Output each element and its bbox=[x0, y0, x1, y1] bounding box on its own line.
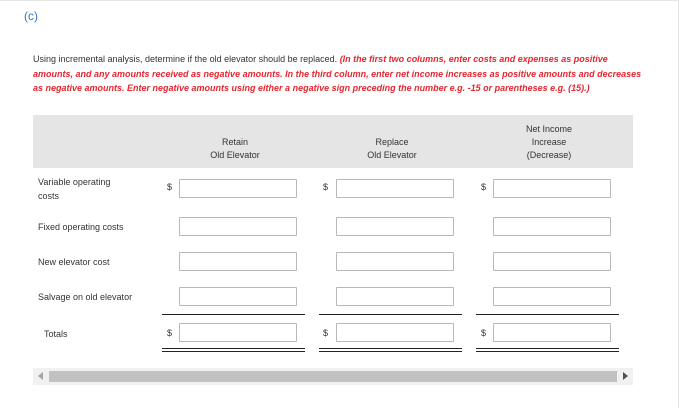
salvage-net-income-input[interactable] bbox=[493, 287, 611, 306]
fixed-costs-replace-input[interactable] bbox=[336, 217, 454, 236]
scroll-left-arrow-icon[interactable] bbox=[38, 372, 43, 380]
instructions bbox=[33, 52, 645, 96]
dollar-sign: $ bbox=[481, 328, 487, 338]
row-label-line1: Variable operating bbox=[38, 177, 111, 187]
total-rule bbox=[319, 314, 462, 315]
column-header-line2: Replace bbox=[375, 137, 409, 147]
dollar-sign: $ bbox=[481, 182, 487, 192]
dollar-sign: $ bbox=[323, 182, 329, 192]
row-label-line1: Fixed operating costs bbox=[38, 222, 124, 232]
salvage-replace-input[interactable] bbox=[336, 287, 454, 306]
scroll-right-arrow-icon[interactable] bbox=[623, 372, 628, 380]
part-label: (c) bbox=[24, 9, 38, 23]
variable-costs-retain-input[interactable] bbox=[179, 179, 297, 198]
salvage-retain-input[interactable] bbox=[179, 287, 297, 306]
new-elevator-net-income-input[interactable] bbox=[493, 252, 611, 271]
column-header-replace bbox=[327, 123, 457, 162]
column-header-line1 bbox=[327, 123, 457, 136]
variable-costs-net-income-input[interactable] bbox=[493, 179, 611, 198]
column-header-line2: Retain bbox=[221, 137, 248, 147]
fixed-costs-retain-input[interactable] bbox=[179, 217, 297, 236]
column-header-line3: (Decrease) bbox=[526, 150, 572, 160]
scrollbar-thumb[interactable] bbox=[49, 371, 617, 382]
row-label-totals bbox=[44, 327, 68, 341]
row-label-fixed-operating-costs bbox=[38, 220, 124, 234]
instructions-note: (In the first two columns, enter costs and expenses as positive amounts, and any amounts received as negative amounts. In the third column, enter net income increases as positive amounts and decreases as negative amounts. Enter negative amounts using either a negative sign preceding the number e.g. -15 or parentheses e.g. (15).) bbox=[33, 54, 642, 93]
row-label-variable-operating-costs bbox=[38, 175, 110, 203]
fixed-costs-net-income-input[interactable] bbox=[493, 217, 611, 236]
total-rule bbox=[162, 314, 305, 315]
column-header-line3: Old Elevator bbox=[367, 150, 417, 160]
total-double-rule bbox=[319, 348, 462, 352]
column-header-line1: Net Income bbox=[525, 124, 573, 134]
dollar-sign: $ bbox=[323, 328, 329, 338]
column-header-line2: Increase bbox=[531, 137, 567, 147]
variable-costs-replace-input[interactable] bbox=[336, 179, 454, 198]
total-double-rule bbox=[162, 348, 305, 352]
total-double-rule bbox=[476, 348, 619, 352]
horizontal-scrollbar[interactable] bbox=[33, 368, 633, 385]
row-label-new-elevator-cost bbox=[38, 255, 110, 269]
row-label-line1: Totals bbox=[44, 329, 68, 339]
totals-net-income-input[interactable] bbox=[493, 323, 611, 342]
column-header-line1 bbox=[170, 123, 300, 136]
column-header-retain bbox=[170, 123, 300, 162]
dollar-sign: $ bbox=[167, 328, 173, 338]
total-rule bbox=[476, 314, 619, 315]
column-header-line3: Old Elevator bbox=[210, 150, 260, 160]
column-header-net-income bbox=[484, 123, 614, 162]
new-elevator-retain-input[interactable] bbox=[179, 252, 297, 271]
totals-replace-input[interactable] bbox=[336, 323, 454, 342]
row-label-line1: Salvage on old elevator bbox=[38, 292, 133, 302]
totals-retain-input[interactable] bbox=[179, 323, 297, 342]
dollar-sign: $ bbox=[167, 182, 173, 192]
row-label-line1: New elevator cost bbox=[38, 257, 110, 267]
new-elevator-replace-input[interactable] bbox=[336, 252, 454, 271]
row-label-salvage-old-elevator bbox=[38, 290, 132, 304]
instructions-text: Using incremental analysis, determine if the old elevator should be replaced. bbox=[33, 54, 338, 64]
row-label-line2: costs bbox=[38, 191, 60, 201]
